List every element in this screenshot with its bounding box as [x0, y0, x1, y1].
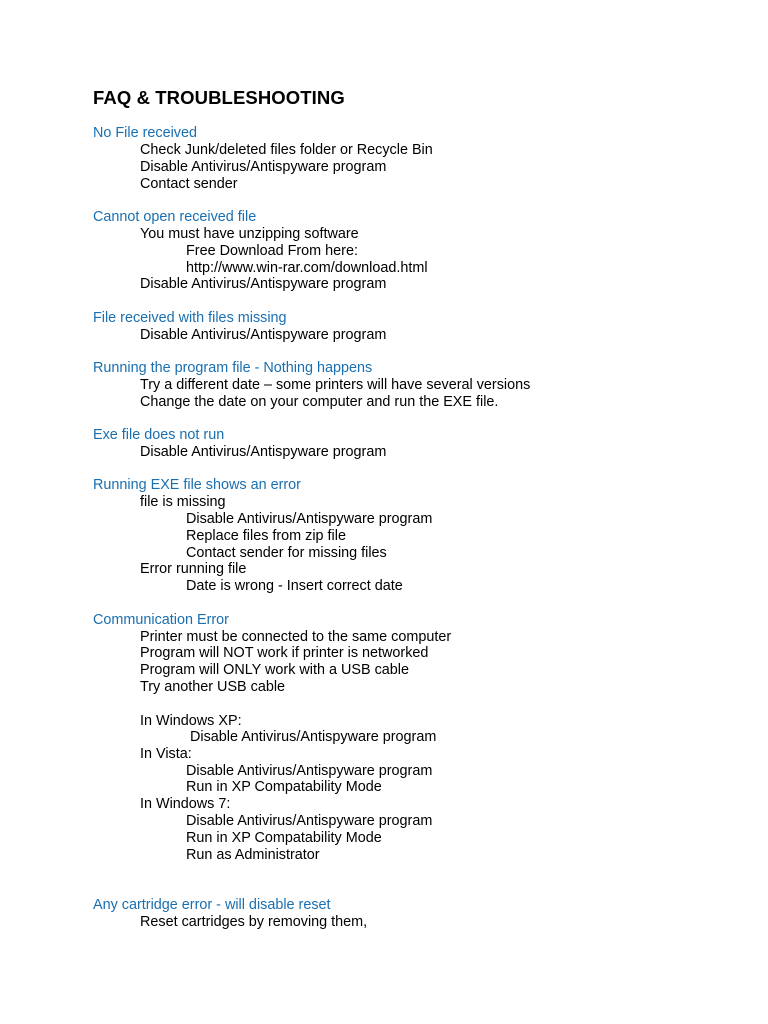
section-line: Disable Antivirus/Antispyware program — [140, 159, 387, 175]
section-heading: No File received — [93, 125, 197, 141]
section-line: You must have unzipping software — [140, 226, 359, 242]
section-line: Try another USB cable — [140, 679, 286, 695]
section-line: Check Junk/deleted files folder or Recycle Bin — [140, 142, 433, 158]
section-line: In Windows 7: — [140, 796, 231, 812]
section-line: Error running file — [140, 561, 247, 577]
section-heading: Communication Error — [93, 612, 229, 628]
section-line: Disable Antivirus/Antispyware program — [186, 511, 433, 527]
section-line: Disable Antivirus/Antispyware program — [190, 729, 437, 745]
section-line: Contact sender for missing files — [186, 545, 387, 561]
section-heading: Cannot open received file — [93, 209, 257, 225]
section-line: Disable Antivirus/Antispyware program — [186, 763, 433, 779]
section-line: Free Download From here: — [186, 243, 358, 259]
section-heading: Exe file does not run — [93, 427, 225, 443]
page-title: FAQ & TROUBLESHOOTING — [93, 87, 345, 108]
section-line: In Windows XP: — [140, 713, 242, 729]
section-line: Program will ONLY work with a USB cable — [140, 662, 409, 678]
section-line: Disable Antivirus/Antispyware program — [140, 444, 387, 460]
section-line: Try a different date – some printers will have several versions — [140, 377, 531, 393]
section-line: Program will NOT work if printer is networked — [140, 645, 429, 661]
section-line: Change the date on your computer and run the EXE file. — [140, 394, 499, 410]
section-heading: Running EXE file shows an error — [93, 477, 301, 493]
section-line: Printer must be connected to the same computer — [140, 629, 452, 645]
section-line: In Vista: — [140, 746, 192, 762]
section-line: file is missing — [140, 494, 226, 510]
download-url: http://www.win-rar.com/download.html — [186, 260, 428, 276]
section-line: Run in XP Compatability Mode — [186, 830, 382, 846]
section-line: Date is wrong - Insert correct date — [186, 578, 403, 594]
section-line: Contact sender — [140, 176, 238, 192]
section-line: Replace files from zip file — [186, 528, 346, 544]
section-line: Disable Antivirus/Antispyware program — [186, 813, 433, 829]
section-line: Run as Administrator — [186, 847, 320, 863]
section-heading: Running the program file - Nothing happens — [93, 360, 373, 376]
section-line: Run in XP Compatability Mode — [186, 779, 382, 795]
section-heading: Any cartridge error - will disable reset — [93, 897, 331, 913]
section-heading: File received with files missing — [93, 310, 287, 326]
section-line: Reset cartridges by removing them, — [140, 914, 368, 930]
section-line: Disable Antivirus/Antispyware program — [140, 276, 387, 292]
section-line: Disable Antivirus/Antispyware program — [140, 327, 387, 343]
